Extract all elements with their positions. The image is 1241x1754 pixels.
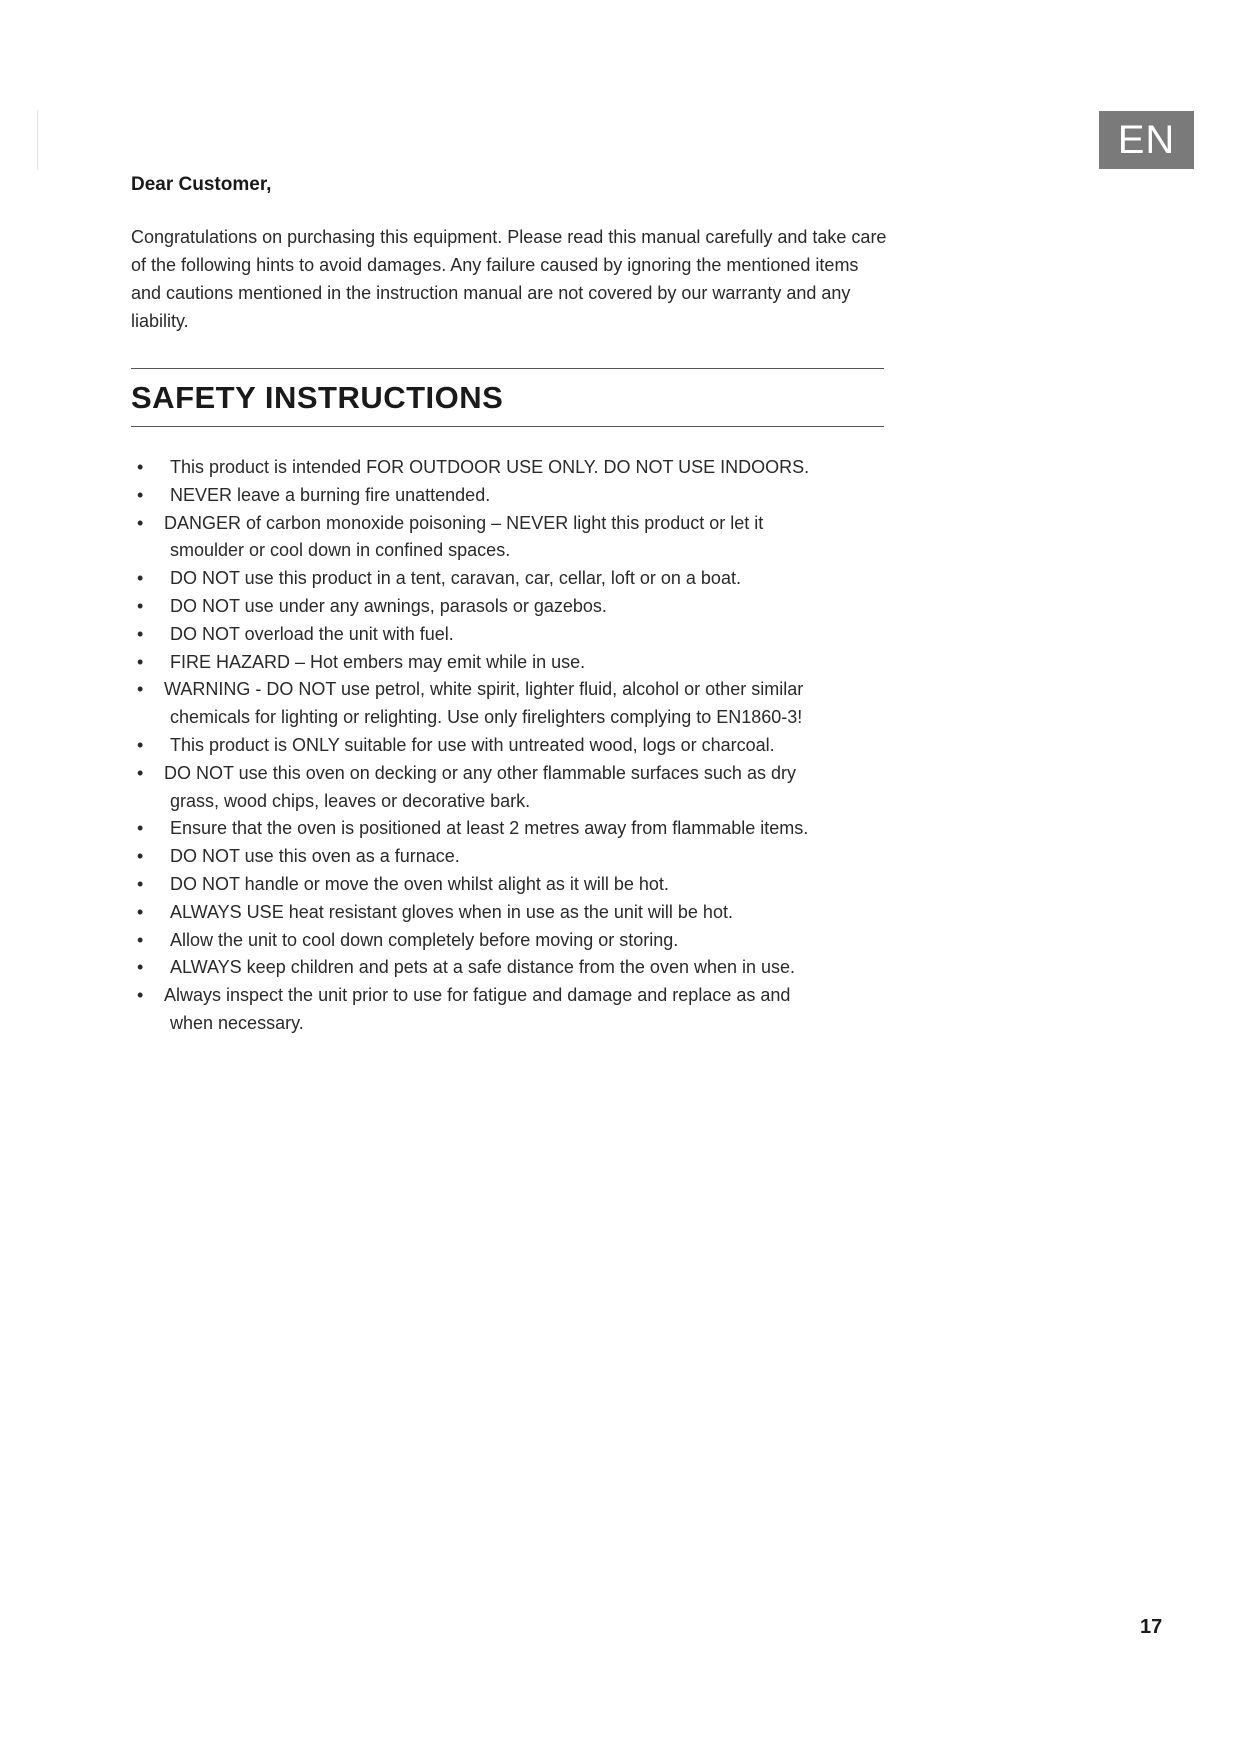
list-item: • Allow the unit to cool down completely before moving or storing. xyxy=(131,927,891,955)
list-item: • DO NOT use this oven on decking or any other flammable surfaces such as dry grass, wood chips, leaves or decorative bark. xyxy=(131,760,891,816)
bullet-icon: • xyxy=(137,734,144,755)
list-item: • ALWAYS keep children and pets at a safe distance from the oven when in use. xyxy=(131,954,891,982)
document-body xyxy=(131,170,891,1038)
list-item: • This product is intended FOR OUTDOOR USE ONLY. DO NOT USE INDOORS. xyxy=(131,454,891,482)
safety-instructions-list xyxy=(131,454,891,1038)
bullet-icon: • xyxy=(137,568,144,589)
language-badge: EN xyxy=(1099,111,1194,169)
bullet-icon: • xyxy=(137,901,144,922)
bullet-icon: • xyxy=(137,457,144,477)
bullet-icon: • xyxy=(137,818,144,839)
bullet-icon: • xyxy=(137,484,144,505)
section-rule-top xyxy=(131,368,884,369)
bullet-icon: • xyxy=(137,512,144,533)
bullet-icon: • xyxy=(137,623,144,644)
list-item: • Ensure that the oven is positioned at least 2 metres away from flammable items. xyxy=(131,815,891,843)
list-item: • This product is ONLY suitable for use with untreated wood, logs or charcoal. xyxy=(131,732,891,760)
page-number: 17 xyxy=(1140,1616,1163,1638)
list-item: • DO NOT use under any awnings, parasols or gazebos. xyxy=(131,593,891,621)
list-item: • DO NOT handle or move the oven whilst alight as it will be hot. xyxy=(131,871,891,899)
section-rule-bottom xyxy=(131,426,884,427)
list-item: • NEVER leave a burning fire unattended. xyxy=(131,482,891,510)
list-item: • DO NOT use this oven as a furnace. xyxy=(131,843,891,871)
bullet-icon: • xyxy=(137,762,144,783)
list-item: • Always inspect the unit prior to use for fatigue and damage and replace as and when necessary. xyxy=(131,982,891,1038)
bullet-icon: • xyxy=(137,679,144,700)
bullet-icon: • xyxy=(137,929,144,950)
list-item: • FIRE HAZARD – Hot embers may emit while in use. xyxy=(131,649,891,677)
list-item: • WARNING - DO NOT use petrol, white spirit, lighter fluid, alcohol or other similar chemicals for lighting or relighting. Use only firelighters complying to EN1860-3! xyxy=(131,676,891,732)
list-item: • DO NOT overload the unit with fuel. xyxy=(131,621,891,649)
bullet-icon: • xyxy=(137,595,144,616)
bullet-icon: • xyxy=(137,957,144,978)
bullet-icon: • xyxy=(137,985,144,1006)
list-item: • DO NOT use this product in a tent, caravan, car, cellar, loft or on a boat. xyxy=(131,565,891,593)
page-edge-line xyxy=(37,110,38,170)
bullet-icon: • xyxy=(137,651,144,672)
greeting: Dear Customer, xyxy=(131,174,272,195)
section-title: SAFETY INSTRUCTIONS xyxy=(131,380,504,415)
bullet-icon: • xyxy=(137,846,144,867)
bullet-icon: • xyxy=(137,873,144,894)
intro-paragraph: Congratulations on purchasing this equipment. Please read this manual carefully and take care of the following hints to avoid damages. Any failure caused by ignoring the mentioned items and cautions mentioned in the instruction manual are not covered by our warranty and any liability. xyxy=(131,227,887,331)
list-item: • DANGER of carbon monoxide poisoning – NEVER light this product or let it smoulder or cool down in confined spaces. xyxy=(131,510,891,566)
list-item: • ALWAYS USE heat resistant gloves when in use as the unit will be hot. xyxy=(131,899,891,927)
